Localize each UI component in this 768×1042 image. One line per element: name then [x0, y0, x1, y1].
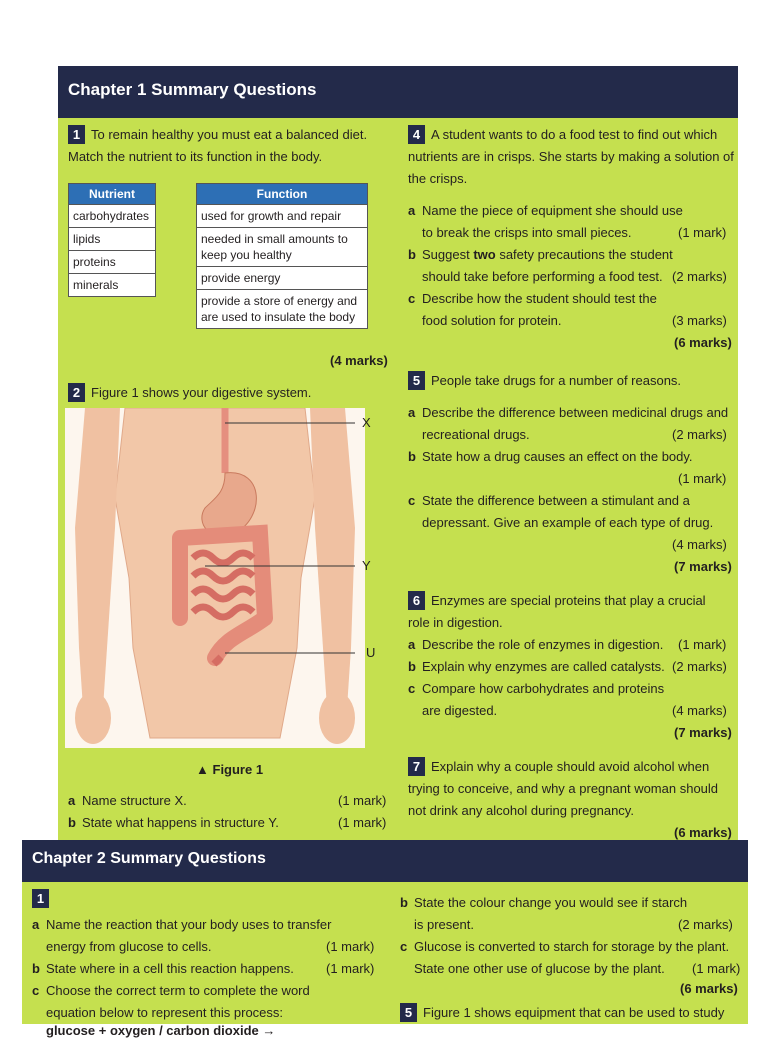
function-cell: provide a store of energy and are used to insulate the body — [197, 290, 368, 329]
q4-b-2: should take before performing a food test. — [422, 269, 663, 284]
digestive-system-figure — [65, 408, 365, 748]
q7-number: 7 — [408, 757, 425, 776]
chapter1-header — [58, 66, 738, 118]
ch2-q1-a-2: energy from glucose to cells. — [46, 939, 212, 954]
q1-intro: 1 To remain healthy you must eat a balanced diet. — [68, 124, 367, 146]
q5-c: c State the difference between a stimulant and a — [408, 493, 690, 508]
ch2-q4-b-2: is present. — [414, 917, 474, 932]
function-table — [196, 183, 368, 329]
q7-total: (6 marks) — [674, 825, 732, 840]
q1-marks: (4 marks) — [330, 353, 388, 368]
q4-total: (6 marks) — [674, 335, 732, 350]
q4-b-marks: (2 marks) — [672, 269, 727, 284]
q4-c-2: food solution for protein. — [422, 313, 562, 328]
q5-number: 5 — [408, 371, 425, 390]
ch2-q1-number-wrap — [32, 888, 55, 910]
triangle-icon: ▲ — [196, 762, 209, 777]
q2-intro: 2 Figure 1 shows your digestive system. — [68, 382, 311, 404]
q5-a-marks: (2 marks) — [672, 427, 727, 442]
nutrient-cell: minerals — [69, 274, 156, 297]
nutrient-cell: lipids — [69, 228, 156, 251]
label-u: U — [366, 645, 376, 660]
q6-b: b Explain why enzymes are called catalysts. — [408, 659, 665, 674]
chapter2-title: Chapter 2 Summary Questions — [32, 850, 266, 867]
q6-c: c Compare how carbohydrates and proteins — [408, 681, 665, 696]
label-x: X — [362, 415, 371, 430]
q4-c-marks: (3 marks) — [672, 313, 727, 328]
q2-a: a Name structure X. — [68, 793, 187, 808]
ch2-q1-a: a Name the reaction that your body uses to transfer — [32, 917, 332, 932]
right-hand — [319, 692, 355, 744]
q6-number: 6 — [408, 591, 425, 610]
q2-number: 2 — [68, 383, 85, 402]
nutrient-header: Nutrient — [69, 184, 156, 205]
q6-intro: 6 Enzymes are special proteins that play a crucial — [408, 590, 706, 612]
q4-number: 4 — [408, 125, 425, 144]
ch2-q4-total: (6 marks) — [680, 981, 738, 996]
q4-b: b Suggest two safety precautions the student — [408, 247, 673, 262]
q7-intro: 7 Explain why a couple should avoid alcohol when — [408, 756, 709, 778]
q5-c-marks: (4 marks) — [672, 537, 727, 552]
function-cell: needed in small amounts to keep you healthy — [197, 228, 368, 267]
ch2-q4-c: c Glucose is converted to starch for storage by the plant. — [400, 939, 730, 954]
left-hand — [75, 692, 111, 744]
q4-intro-3: the crisps. — [408, 171, 468, 186]
ch2-q1-b: b State where in a cell this reaction happens. — [32, 961, 294, 976]
q1-intro-2: Match the nutrient to its function in the body. — [68, 149, 323, 164]
ch2-q1-c: c Choose the correct term to complete the word — [32, 983, 310, 998]
rectum — [215, 658, 220, 663]
q6-intro-2: role in digestion. — [408, 615, 503, 630]
q4-c: c Describe how the student should test the — [408, 291, 657, 306]
q5-a-2: recreational drugs. — [422, 427, 530, 442]
q4-a-marks: (1 mark) — [678, 225, 727, 240]
q6-c-2: are digested. — [422, 703, 498, 718]
ch2-q5-intro: 5 Figure 1 shows equipment that can be used to study — [400, 1002, 724, 1024]
function-header: Function — [197, 184, 368, 205]
q5-intro: 5 People take drugs for a number of reasons. — [408, 370, 681, 392]
ch2-q4-b: b State the colour change you would see if starch — [400, 895, 688, 910]
q6-c-marks: (4 marks) — [672, 703, 727, 718]
q7-intro-2: trying to conceive, and why a pregnant woman should — [408, 781, 719, 796]
q7-intro-3: not drink any alcohol during pregnancy. — [408, 803, 634, 818]
q5-b-marks: (1 mark) — [678, 471, 727, 486]
ch2-q5-number: 5 — [400, 1003, 417, 1022]
q2-a-marks: (1 mark) — [338, 793, 387, 808]
q5-b: b State how a drug causes an effect on the body. — [408, 449, 693, 464]
function-cell: used for growth and repair — [197, 205, 368, 228]
q6-b-marks: (2 marks) — [672, 659, 727, 674]
q4-a-2: to break the crisps into small pieces. — [422, 225, 632, 240]
q1-number: 1 — [68, 125, 85, 144]
chapter2-header — [22, 840, 748, 882]
ch2-q1-number: 1 — [32, 889, 49, 908]
q5-c-2: depressant. Give an example of each type of drug. — [422, 515, 714, 530]
function-cell: provide energy — [197, 267, 368, 290]
q4-intro-2: nutrients are in crisps. She starts by making a solution of — [408, 149, 734, 164]
q5-total: (7 marks) — [674, 559, 732, 574]
q2-b-marks: (1 mark) — [338, 815, 387, 830]
q5-a: a Describe the difference between medicinal drugs and — [408, 405, 729, 420]
figure-caption: ▲ Figure 1 — [196, 762, 264, 777]
nutrient-table — [68, 183, 156, 297]
q2-b: b State what happens in structure Y. — [68, 815, 279, 830]
q4-intro: 4 A student wants to do a food test to find out which — [408, 124, 717, 146]
ch2-q1-a-marks: (1 mark) — [326, 939, 375, 954]
nutrient-cell: carbohydrates — [69, 205, 156, 228]
q6-a-marks: (1 mark) — [678, 637, 727, 652]
ch2-q1-b-marks: (1 mark) — [326, 961, 375, 976]
label-y: Y — [362, 558, 371, 573]
torso-outline — [115, 408, 315, 738]
ch2-q1-c-3: glucose + oxygen / carbon dioxide → — [46, 1023, 276, 1038]
chapter1-title: Chapter 1 Summary Questions — [68, 80, 317, 99]
ch2-q1-c-2: equation below to represent this process: — [46, 1005, 284, 1020]
nutrient-cell: proteins — [69, 251, 156, 274]
ch2-q4-c-marks: (1 mark) — [692, 961, 741, 976]
ch2-q4-c-2: State one other use of glucose by the plant. — [414, 961, 665, 976]
ch2-q4-b-marks: (2 marks) — [678, 917, 733, 932]
q4-a: a Name the piece of equipment she should use — [408, 203, 683, 218]
q6-total: (7 marks) — [674, 725, 732, 740]
q6-a: a Describe the role of enzymes in digestion. — [408, 637, 664, 652]
